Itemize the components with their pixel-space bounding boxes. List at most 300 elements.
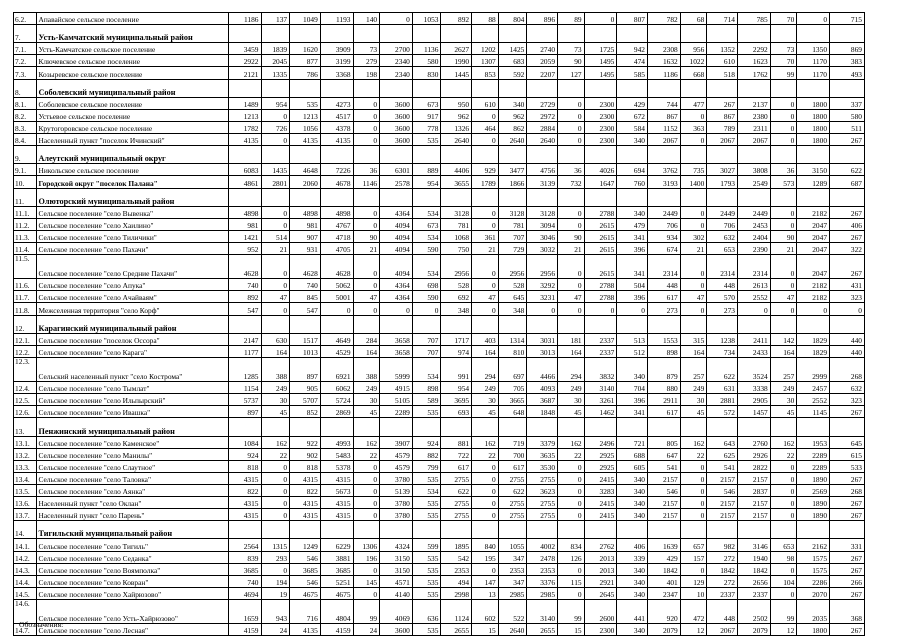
- section-row: [14, 315, 865, 333]
- value-cell: 36: [770, 164, 797, 176]
- value-cell: 889: [412, 164, 441, 176]
- table-row: [14, 242, 865, 254]
- value-cell: 5139: [380, 484, 413, 496]
- value-cell: 0: [737, 303, 770, 315]
- footnote: Обозначения:: [19, 620, 64, 629]
- value-cell: 2985: [527, 587, 558, 599]
- value-cell: [558, 418, 585, 436]
- value-cell: 162: [472, 436, 499, 448]
- value-cell: 535: [412, 624, 441, 636]
- value-cell: 2613: [737, 279, 770, 291]
- value-cell: [770, 418, 797, 436]
- value-cell: 4675: [320, 587, 353, 599]
- value-cell: 1238: [707, 333, 738, 345]
- value-cell: 1842: [737, 563, 770, 575]
- value-cell: 781: [441, 218, 472, 230]
- value-cell: [353, 188, 380, 206]
- value-cell: 267: [830, 134, 865, 146]
- value-cell: [353, 146, 380, 164]
- row-name: Сельское поселение "село Тигиль": [36, 539, 228, 551]
- value-cell: 2047: [797, 242, 830, 254]
- value-cell: 2999: [797, 357, 830, 381]
- value-cell: [498, 146, 527, 164]
- row-code: 13.1.: [14, 436, 37, 448]
- value-cell: 2157: [648, 497, 681, 509]
- value-cell: 30: [680, 394, 707, 406]
- value-cell: 4159: [228, 624, 261, 636]
- value-cell: 0: [353, 587, 380, 599]
- row-code: 14.3.: [14, 563, 37, 575]
- value-cell: 273: [648, 303, 681, 315]
- value-cell: 0: [558, 563, 585, 575]
- value-cell: 3031: [527, 333, 558, 345]
- value-cell: 707: [498, 230, 527, 242]
- value-cell: 3128: [441, 206, 472, 218]
- value-cell: [680, 521, 707, 539]
- value-cell: 0: [770, 563, 797, 575]
- table-row: [14, 497, 865, 509]
- value-cell: 546: [290, 551, 321, 563]
- value-cell: 2788: [584, 279, 617, 291]
- value-cell: 0: [380, 13, 413, 25]
- value-cell: [261, 188, 290, 206]
- value-cell: 716: [290, 599, 321, 623]
- value-cell: [353, 315, 380, 333]
- value-cell: [527, 25, 558, 43]
- row-code: 11.5.: [14, 255, 37, 279]
- value-cell: 2353: [498, 563, 527, 575]
- row-name: Сельское поселение "село Усть-Хайрюзово": [36, 599, 228, 623]
- value-cell: 162: [770, 436, 797, 448]
- value-cell: 2656: [737, 575, 770, 587]
- value-cell: 406: [830, 218, 865, 230]
- value-cell: 2157: [648, 472, 681, 484]
- value-cell: 2925: [584, 460, 617, 472]
- value-cell: 1800: [797, 97, 830, 109]
- value-cell: 572: [707, 406, 738, 418]
- value-cell: 401: [648, 575, 681, 587]
- value-cell: 0: [770, 218, 797, 230]
- value-cell: [290, 146, 321, 164]
- value-cell: 547: [228, 303, 261, 315]
- value-cell: 590: [412, 291, 441, 303]
- value-cell: 2035: [797, 599, 830, 623]
- value-cell: 6062: [320, 382, 353, 394]
- row-code: 13.5.: [14, 484, 37, 496]
- value-cell: [617, 315, 648, 333]
- value-cell: 45: [680, 406, 707, 418]
- table-row: [14, 67, 865, 79]
- value-cell: 21: [261, 242, 290, 254]
- value-cell: 2884: [527, 121, 558, 133]
- value-cell: 2615: [584, 230, 617, 242]
- value-cell: 30: [353, 394, 380, 406]
- value-cell: 782: [648, 13, 681, 25]
- value-cell: 3032: [527, 242, 558, 254]
- value-cell: 2926: [737, 448, 770, 460]
- value-cell: 0: [558, 484, 585, 496]
- value-cell: [290, 521, 321, 539]
- value-cell: 1659: [228, 599, 261, 623]
- row-name: Пенжинский муниципальный район: [36, 418, 228, 436]
- row-name: Городской округ "поселок Палана": [36, 176, 228, 188]
- value-cell: [228, 521, 261, 539]
- value-cell: 1800: [797, 134, 830, 146]
- value-cell: 3685: [228, 563, 261, 575]
- row-code: 13.7.: [14, 509, 37, 521]
- value-cell: 892: [228, 291, 261, 303]
- value-cell: 897: [290, 357, 321, 381]
- value-cell: [648, 521, 681, 539]
- value-cell: 4767: [320, 218, 353, 230]
- value-cell: 3261: [584, 394, 617, 406]
- value-cell: 164: [680, 345, 707, 357]
- value-cell: 3780: [380, 509, 413, 521]
- value-cell: 99: [353, 599, 380, 623]
- value-cell: 2059: [527, 55, 558, 67]
- value-cell: 0: [353, 303, 380, 315]
- row-code: 11.3.: [14, 230, 37, 242]
- value-cell: 2449: [648, 206, 681, 218]
- value-cell: 954: [441, 382, 472, 394]
- value-cell: 340: [617, 134, 648, 146]
- row-code: 14.2.: [14, 551, 37, 563]
- value-cell: 3013: [527, 345, 558, 357]
- value-cell: 4140: [380, 587, 413, 599]
- value-cell: 822: [290, 484, 321, 496]
- value-cell: 4378: [320, 121, 353, 133]
- value-cell: 2755: [441, 497, 472, 509]
- value-cell: 726: [261, 121, 290, 133]
- value-cell: 698: [412, 279, 441, 291]
- value-cell: 195: [472, 551, 499, 563]
- table-row: [14, 587, 865, 599]
- value-cell: 4026: [584, 164, 617, 176]
- value-cell: [498, 521, 527, 539]
- value-cell: 2157: [707, 472, 738, 484]
- value-cell: [320, 146, 353, 164]
- value-cell: 3338: [737, 382, 770, 394]
- row-code: 14.6.: [14, 599, 37, 623]
- value-cell: 929: [472, 164, 499, 176]
- value-cell: 21: [770, 242, 797, 254]
- value-cell: [770, 25, 797, 43]
- value-cell: 631: [707, 382, 738, 394]
- value-cell: [380, 521, 413, 539]
- value-cell: 1352: [707, 43, 738, 55]
- value-cell: 1717: [441, 333, 472, 345]
- value-cell: [527, 418, 558, 436]
- value-cell: 862: [498, 121, 527, 133]
- value-cell: 2972: [527, 109, 558, 121]
- value-cell: 1842: [648, 563, 681, 575]
- value-cell: 4466: [527, 357, 558, 381]
- value-cell: 615: [830, 448, 865, 460]
- value-cell: 920: [648, 599, 681, 623]
- value-cell: 1136: [412, 43, 441, 55]
- value-cell: 1055: [498, 539, 527, 551]
- value-cell: 4159: [320, 624, 353, 636]
- value-cell: 2600: [584, 599, 617, 623]
- value-cell: 0: [830, 303, 865, 315]
- value-cell: 126: [558, 551, 585, 563]
- value-cell: 0: [472, 255, 499, 279]
- table-row: [14, 539, 865, 551]
- value-cell: [707, 79, 738, 97]
- value-cell: 2157: [707, 497, 738, 509]
- value-cell: 1154: [228, 382, 261, 394]
- value-cell: 4315: [320, 497, 353, 509]
- value-cell: 22: [770, 448, 797, 460]
- value-cell: 3600: [380, 97, 413, 109]
- value-cell: 0: [770, 206, 797, 218]
- row-code: 12.6.: [14, 406, 37, 418]
- value-cell: [648, 315, 681, 333]
- value-cell: 0: [558, 509, 585, 521]
- table-row: [14, 394, 865, 406]
- value-cell: 2157: [737, 472, 770, 484]
- value-cell: 302: [680, 230, 707, 242]
- value-cell: 0: [261, 218, 290, 230]
- value-cell: 2289: [380, 406, 413, 418]
- value-cell: 2552: [797, 394, 830, 406]
- value-cell: 674: [648, 242, 681, 254]
- value-cell: [353, 79, 380, 97]
- value-cell: 2079: [737, 624, 770, 636]
- value-cell: 15: [472, 624, 499, 636]
- value-cell: 268: [830, 357, 865, 381]
- row-name: Сельское поселение "село Манилы": [36, 448, 228, 460]
- value-cell: 1307: [472, 55, 499, 67]
- row-name: Сельское поселение "село Слаутное": [36, 460, 228, 472]
- value-cell: 4002: [527, 539, 558, 551]
- value-cell: [558, 315, 585, 333]
- value-cell: 1326: [441, 121, 472, 133]
- value-cell: 522: [498, 599, 527, 623]
- value-cell: 2640: [498, 624, 527, 636]
- row-code: 11.: [14, 188, 37, 206]
- row-code: 12.4.: [14, 382, 37, 394]
- value-cell: 0: [261, 497, 290, 509]
- value-cell: 954: [261, 97, 290, 109]
- value-cell: 2755: [441, 472, 472, 484]
- value-cell: [707, 418, 738, 436]
- value-cell: [261, 315, 290, 333]
- value-cell: 2067: [707, 624, 738, 636]
- value-cell: 4315: [228, 472, 261, 484]
- value-cell: 877: [290, 55, 321, 67]
- value-cell: 5105: [380, 394, 413, 406]
- row-name: Апавайское сельское поселение: [36, 13, 228, 25]
- value-cell: 30: [261, 394, 290, 406]
- value-cell: 2340: [380, 55, 413, 67]
- value-cell: 340: [617, 484, 648, 496]
- value-cell: 1517: [290, 333, 321, 345]
- value-cell: 348: [441, 303, 472, 315]
- value-cell: 2162: [797, 539, 830, 551]
- value-cell: 1315: [261, 539, 290, 551]
- value-cell: 625: [707, 448, 738, 460]
- row-code: 12.3.: [14, 357, 37, 381]
- value-cell: 21: [558, 242, 585, 254]
- value-cell: 249: [770, 382, 797, 394]
- value-cell: [737, 188, 770, 206]
- value-cell: 2314: [707, 255, 738, 279]
- value-cell: 1285: [228, 357, 261, 381]
- section-row: [14, 418, 865, 436]
- value-cell: [680, 25, 707, 43]
- row-name: Сельское поселение "село Тымлат": [36, 382, 228, 394]
- section-row: [14, 146, 865, 164]
- value-cell: 0: [770, 587, 797, 599]
- row-code: 14.7.: [14, 624, 37, 636]
- value-cell: [617, 79, 648, 97]
- value-cell: 693: [441, 406, 472, 418]
- row-name: Сельское поселение "поселок Оссора": [36, 333, 228, 345]
- value-cell: 729: [498, 242, 527, 254]
- value-cell: 3150: [797, 164, 830, 176]
- value-cell: 1400: [680, 176, 707, 188]
- value-cell: 1053: [412, 13, 441, 25]
- value-cell: 0: [527, 303, 558, 315]
- value-cell: [472, 25, 499, 43]
- value-cell: 73: [353, 43, 380, 55]
- value-cell: 0: [320, 303, 353, 315]
- value-cell: 760: [617, 176, 648, 188]
- value-cell: 0: [680, 255, 707, 279]
- value-cell: 0: [558, 279, 585, 291]
- value-cell: 315: [680, 333, 707, 345]
- value-cell: 4094: [380, 218, 413, 230]
- table-row: [14, 436, 865, 448]
- value-cell: [472, 188, 499, 206]
- section-row: [14, 188, 865, 206]
- value-cell: 528: [441, 279, 472, 291]
- value-cell: 3665: [498, 394, 527, 406]
- row-code: 7.2.: [14, 55, 37, 67]
- row-name: Усть-Камчатское сельское поселение: [36, 43, 228, 55]
- value-cell: [441, 188, 472, 206]
- value-cell: 694: [617, 164, 648, 176]
- value-cell: 0: [261, 460, 290, 472]
- value-cell: 30: [770, 394, 797, 406]
- value-cell: 2353: [441, 563, 472, 575]
- row-name: Сельское поселение "село Воямполка": [36, 563, 228, 575]
- row-name: Сельское поселение "село Хайрюзово": [36, 587, 228, 599]
- value-cell: 99: [558, 599, 585, 623]
- value-cell: [380, 418, 413, 436]
- value-cell: [584, 79, 617, 97]
- value-cell: 47: [472, 291, 499, 303]
- value-cell: [290, 315, 321, 333]
- value-cell: [380, 25, 413, 43]
- value-cell: 140: [353, 13, 380, 25]
- value-cell: 4315: [290, 497, 321, 509]
- value-cell: [261, 146, 290, 164]
- value-cell: 0: [261, 134, 290, 146]
- value-cell: 3376: [527, 575, 558, 587]
- value-cell: 337: [830, 97, 865, 109]
- value-cell: 902: [290, 448, 321, 460]
- value-cell: [441, 79, 472, 97]
- value-cell: [380, 146, 413, 164]
- value-cell: 673: [412, 97, 441, 109]
- row-name: Алеутский муниципальный округ: [36, 146, 228, 164]
- value-cell: 45: [770, 406, 797, 418]
- value-cell: 898: [412, 382, 441, 394]
- value-cell: 0: [558, 206, 585, 218]
- value-cell: 807: [617, 13, 648, 25]
- value-cell: 45: [261, 406, 290, 418]
- value-cell: 2137: [737, 97, 770, 109]
- value-cell: 249: [353, 382, 380, 394]
- value-cell: 0: [680, 460, 707, 472]
- row-code: 8.4.: [14, 134, 37, 146]
- value-cell: 740: [228, 575, 261, 587]
- table-row: [14, 303, 865, 315]
- value-cell: 1186: [648, 67, 681, 79]
- value-cell: 852: [290, 406, 321, 418]
- row-name: Сельское поселение "село Хаилино": [36, 218, 228, 230]
- row-name: Сельское поселение "село Тиличики": [36, 230, 228, 242]
- value-cell: 1800: [797, 121, 830, 133]
- value-cell: 340: [617, 357, 648, 381]
- value-cell: 1489: [228, 97, 261, 109]
- value-cell: 164: [261, 345, 290, 357]
- table-row: [14, 333, 865, 345]
- value-cell: 0: [261, 279, 290, 291]
- value-cell: 4675: [290, 587, 321, 599]
- value-cell: 881: [441, 436, 472, 448]
- value-cell: 2985: [498, 587, 527, 599]
- value-cell: [412, 315, 441, 333]
- value-cell: 266: [830, 575, 865, 587]
- value-cell: 429: [617, 97, 648, 109]
- value-cell: 1335: [261, 67, 290, 79]
- value-cell: 0: [558, 109, 585, 121]
- value-cell: 4898: [228, 206, 261, 218]
- value-cell: 0: [261, 472, 290, 484]
- value-cell: 845: [290, 291, 321, 303]
- row-name: Никольское сельское поселение: [36, 164, 228, 176]
- row-code: 11.4.: [14, 242, 37, 254]
- value-cell: 22: [680, 448, 707, 460]
- value-cell: 1575: [797, 563, 830, 575]
- value-cell: 4678: [320, 176, 353, 188]
- row-name: Соболевский муниципальный район: [36, 79, 228, 97]
- value-cell: [498, 418, 527, 436]
- row-code: 8.3.: [14, 121, 37, 133]
- row-name: Сельское поселение "село Седанка": [36, 551, 228, 563]
- value-cell: 704: [617, 382, 648, 394]
- value-cell: 645: [498, 291, 527, 303]
- value-cell: 0: [380, 303, 413, 315]
- table-row: [14, 345, 865, 357]
- table-row: [14, 13, 865, 25]
- value-cell: 4579: [380, 448, 413, 460]
- row-code: 13.3.: [14, 460, 37, 472]
- value-cell: [412, 146, 441, 164]
- value-cell: 21: [353, 242, 380, 254]
- value-cell: 0: [770, 472, 797, 484]
- value-cell: 0: [261, 255, 290, 279]
- value-cell: 839: [228, 551, 261, 563]
- value-cell: 2655: [527, 624, 558, 636]
- value-cell: 931: [290, 242, 321, 254]
- value-cell: 36: [558, 164, 585, 176]
- value-cell: 4094: [380, 230, 413, 242]
- value-cell: 1495: [584, 55, 617, 67]
